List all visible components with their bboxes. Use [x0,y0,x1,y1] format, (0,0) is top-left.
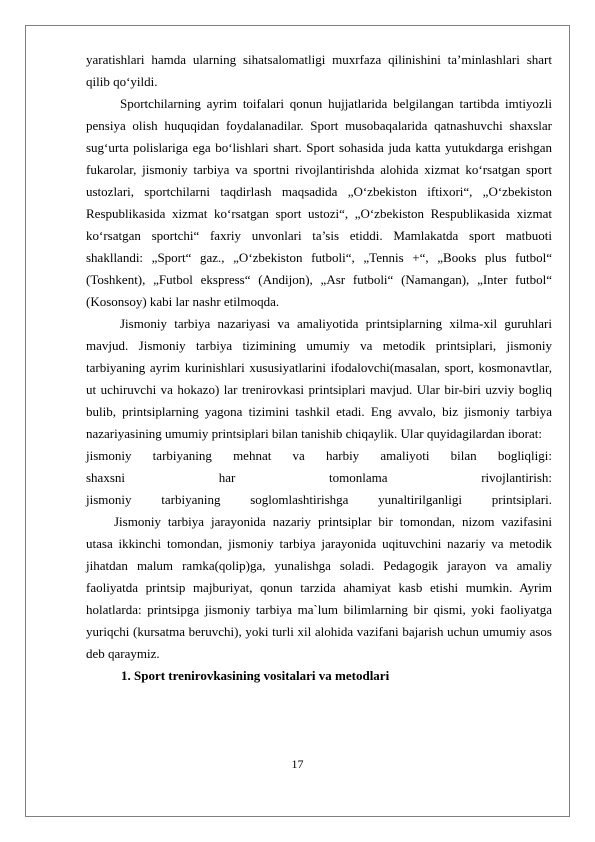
document-body [86,49,552,687]
paragraph-theoretical-principles: Jismoniy tarbiya jarayonida nazariy printsiplar bir tomondan, nizom vazifasini utasa ikkinchi tomondan, jismoniy tarbiya jarayonida uqituvchini nazariy va metodik jihatdan malum ramka(qolip)ga, yunalishga soladi. Pedagogik jarayon va amaliy faoliyatda printsip majburiyat, qonun tarzida ahamiyat kasb etishi mumkin. Ayrim holatlarda: printsipga jismoniy tarbiya ma`lum bilimlarning bir qismi, yoki faoliyatga yuriqchi (kursatma beruvchi), yoki turli xil alohida vazifani bajarish uchun umumiy asos deb qaraymiz. [86,514,552,661]
principle-item-2: shaxsni har tomonlama rivojlantirish: [86,470,552,485]
paragraph-principles-groups: Jismoniy tarbiya nazariyasi va amaliyotida printsiplarning xilma-xil guruhlari mavjud. Jismoniy tarbiya tizimining umumiy va metodik printsiplari, jismoniy tarbiyaning ayrim kurinishlari xususiyatlarini ifodalovchi(masalan, sport, kosmonavtlar, ut uchiruvchi va hokazo) lar trenirovkasi printsiplari mavjud. Ular bir-biri uzviy bogliq bulib, printsiplarning yagona tizimini tashkil etadi. Eng avvalo, biz jismoniy tarbiya nazariyasining umumiy printsiplari bilan tanishib chiqaylik. Ular quyidagilardan iborat: [86,316,552,441]
principle-item-3: jismoniy tarbiyaning soglomlashtirishga yunaltirilganligi printsiplari. [86,492,552,507]
section-heading: 1. Sport trenirovkasining vositalari va metodlari [121,668,390,683]
principle-item-1: jismoniy tarbiyaning mehnat va harbiy amaliyoti bilan bogliqligi: [86,448,552,463]
paragraph-sport-privileges: Sportchilarning ayrim toifalari qonun hujjatlarida belgilangan tartibda imtiyozli pensiya olish huquqidan foydalanadilar. Sport musobaqalarida qatnashuvchi shaxslar sug‘urta polislariga ega bo‘lishlari shart. Sport sohasida juda katta yutukdarga erishgan fukarolar, jismoniy tarbiya va sportni rivojlantirishda alohida xizmat ko‘rsatgan sport ustozlari, sportchilarni taqdirlash maqsadida „O‘zbekiston iftixori“, „O‘zbekiston Respublikasida xizmat ko‘rsatgan sport ustozi“, „O‘zbekiston Respublikasida xizmat ko‘rsatgan sportchi“ faxriy unvonlari ta’sis etiddi. Mamlakatda sport matbuoti shakllandi: „Sport“ gaz., „O‘zbekiston futboli“, „Tennis +“, „Books plus futbol“ (Toshkent), „Futbol ekspress“ (Andijon), „Asr futboli“ (Namangan), „Inter futbol“ (Kosonsoy) kabi lar nashr etilmoqda. [86,96,552,309]
page-number: 17 [291,757,304,771]
paragraph-continuation: yaratishlari hamda ularning sihatsalomatligi muxrfaza qilinishini ta’minlashlari shart qilib qo‘yildi. [86,52,552,89]
